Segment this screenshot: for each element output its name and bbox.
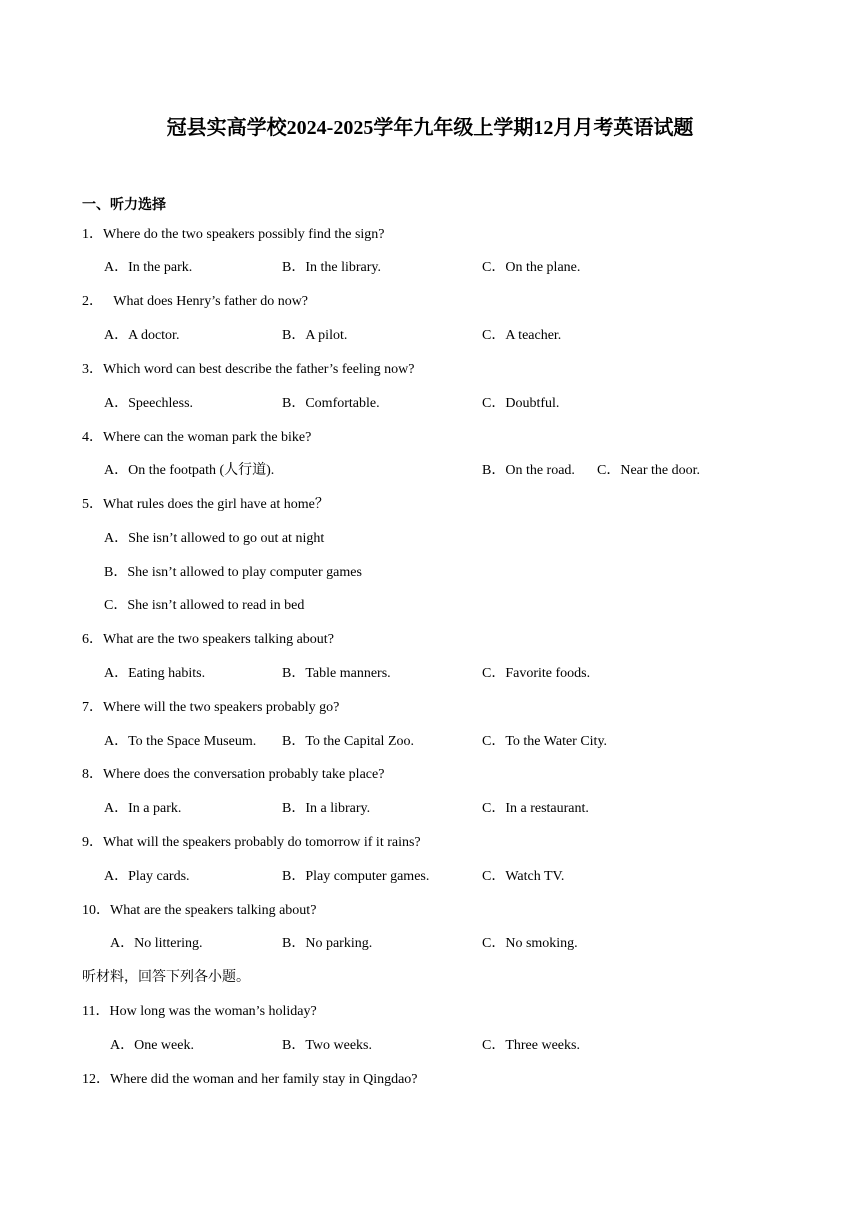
question-9-option-a[interactable]: A．Play cards. (104, 869, 190, 884)
question-11-stem: 11．How long was the woman’s holiday? (82, 1004, 317, 1019)
question-5-option-b[interactable]: B．She isn’t allowed to play computer games (104, 565, 362, 580)
question-2-stem: 2． What does Henry’s father do now? (82, 294, 309, 309)
question-8-stem: 8．Where does the conversation probably take place? (82, 767, 385, 782)
question-10-option-c[interactable]: C．No smoking. (482, 936, 578, 951)
question-8-option-b[interactable]: B．In a library. (282, 801, 371, 816)
question-9-option-c[interactable]: C．Watch TV. (482, 869, 565, 884)
question-3-option-b[interactable]: B．Comfortable. (282, 396, 380, 411)
question-10-option-b[interactable]: B．No parking. (282, 936, 373, 951)
question-1-option-b[interactable]: B．In the library. (282, 260, 382, 275)
question-11-option-c[interactable]: C．Three weeks. (482, 1038, 580, 1053)
question-12-stem: 12．Where did the woman and her family stay in Qingdao? (82, 1072, 418, 1087)
listening-instruction: 听材料，回答下列各小题。 (82, 970, 250, 985)
question-4-option-a[interactable]: A．On the footpath (人行道). (104, 463, 275, 478)
question-7-stem: 7．Where will the two speakers probably go? (82, 700, 340, 715)
question-6-stem: 6．What are the two speakers talking about? (82, 632, 334, 647)
question-7-option-b[interactable]: B．To the Capital Zoo. (282, 734, 415, 749)
question-11-option-a[interactable]: A．One week. (110, 1038, 194, 1053)
question-5-option-c[interactable]: C．She isn’t allowed to read in bed (104, 598, 305, 613)
question-10-stem: 10．What are the speakers talking about? (82, 903, 317, 918)
question-6-option-c[interactable]: C．Favorite foods. (482, 666, 591, 681)
question-5-stem: 5．What rules does the girl have at home？ (82, 497, 329, 512)
question-4-stem: 4．Where can the woman park the bike? (82, 430, 312, 445)
question-7-option-a[interactable]: A．To the Space Museum. (104, 734, 257, 749)
question-10-option-a[interactable]: A．No littering. (110, 936, 203, 951)
question-7-option-c[interactable]: C．To the Water City. (482, 734, 608, 749)
question-1-stem: 1．Where do the two speakers possibly find the sign? (82, 227, 385, 242)
question-2-option-c[interactable]: C．A teacher. (482, 328, 562, 343)
question-2-option-a[interactable]: A．A doctor. (104, 328, 180, 343)
question-6-option-a[interactable]: A．Eating habits. (104, 666, 206, 681)
question-1-option-a[interactable]: A．In the park. (104, 260, 193, 275)
question-9-stem: 9．What will the speakers probably do tomorrow if it rains? (82, 835, 421, 850)
question-9-option-b[interactable]: B．Play computer games. (282, 869, 430, 884)
question-8-option-a[interactable]: A．In a park. (104, 801, 182, 816)
question-8-option-c[interactable]: C．In a restaurant. (482, 801, 589, 816)
question-3-option-a[interactable]: A．Speechless. (104, 396, 194, 411)
question-11-option-b[interactable]: B．Two weeks. (282, 1038, 373, 1053)
question-3-stem: 3．Which word can best describe the father’s feeling now? (82, 362, 415, 377)
question-2-option-b[interactable]: B．A pilot. (282, 328, 348, 343)
question-3-option-c[interactable]: C．Doubtful. (482, 396, 560, 411)
page-title: 冠县实高学校2024-2025学年九年级上学期12月月考英语试题 (166, 117, 694, 139)
question-6-option-b[interactable]: B．Table manners. (282, 666, 391, 681)
question-5-option-a[interactable]: A．She isn’t allowed to go out at night (104, 531, 325, 546)
question-4-option-c[interactable]: C．Near the door. (597, 463, 701, 478)
question-4-option-b[interactable]: B．On the road. (482, 463, 575, 478)
section-heading: 一、听力选择 (82, 198, 166, 213)
question-1-option-c[interactable]: C．On the plane. (482, 260, 581, 275)
